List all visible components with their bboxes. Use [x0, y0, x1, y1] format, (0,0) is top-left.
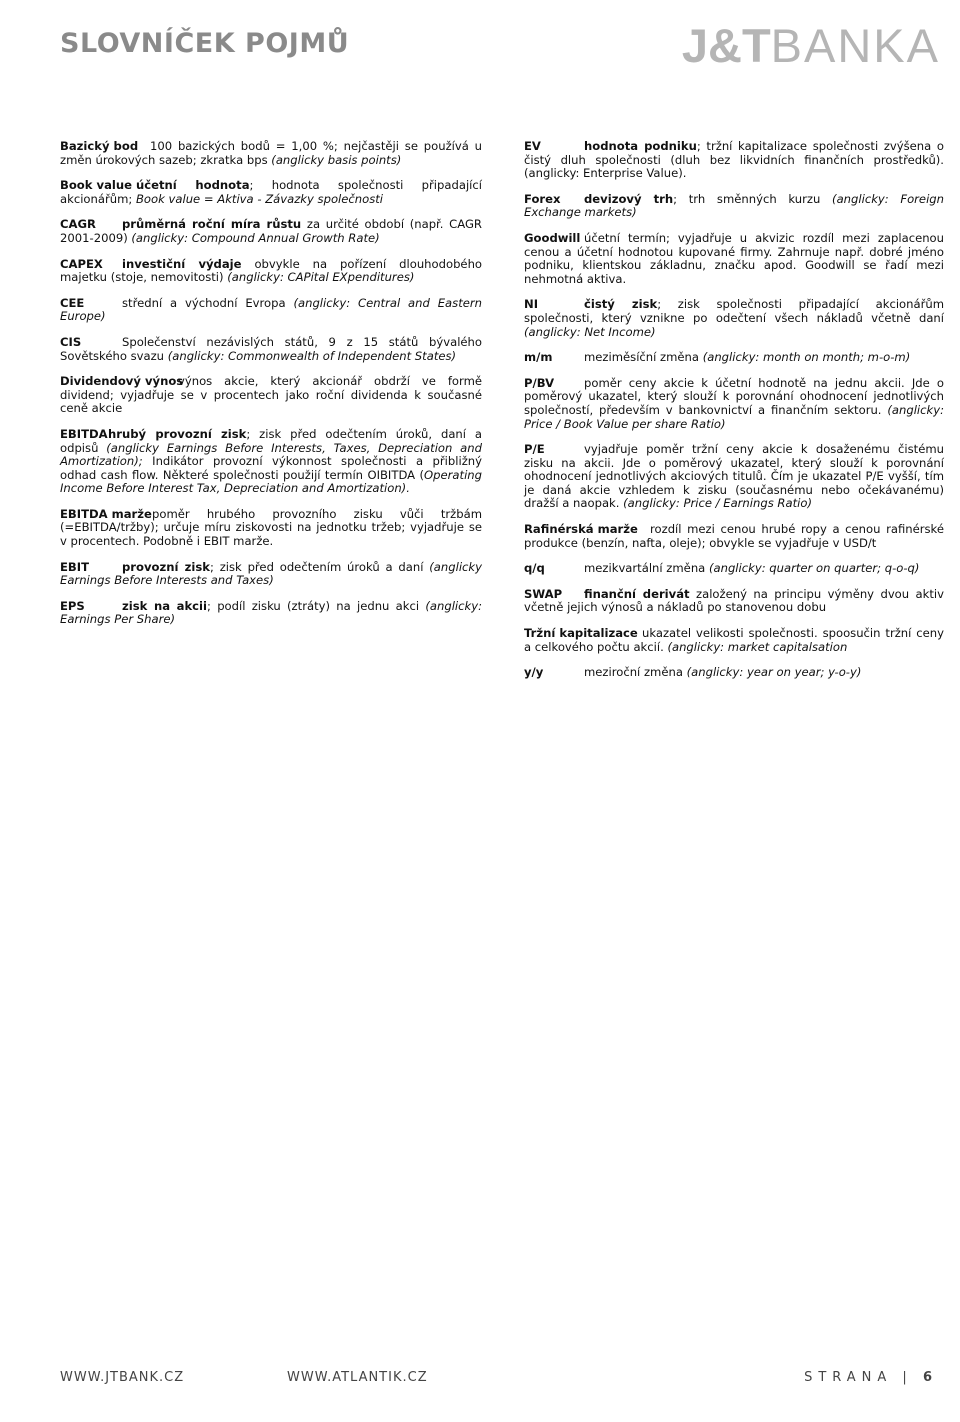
definition-text: (anglicky Earnings Before Interests and Taxes)	[60, 559, 482, 588]
definition-text: Společenství nezávislých států, 9 z 15 států bývalého Sovětského svazu	[60, 334, 482, 363]
definition-text: hodnota podniku	[584, 139, 697, 153]
glossary-entry	[524, 666, 944, 680]
glossary-term: Bazický bod	[60, 139, 139, 153]
glossary-term: Goodwill	[524, 230, 581, 245]
definition-text: ; zisk společnosti připadající akcionářům společnosti, který vznikne po odečtení všech nákladů včetně daní	[524, 297, 944, 325]
glossary-term: EV	[524, 139, 541, 153]
glossary-term: CAGR	[60, 217, 96, 232]
glossary-entry	[60, 336, 482, 363]
definition-text: účetní termín; vyjadřuje u akvizic rozdíl mezi zaplacenou cenou a účetní hodnotou kupované firmy. Zahrnuje např. dobré jméno podniku, klientskou základnu, značku apod. Goodwill se řadí mezi nehmotná aktiva.	[524, 230, 944, 286]
glossary-entry	[60, 218, 482, 245]
definition-text: poměr ceny akcie k účetní hodnotě na jednu akcii. Jde o poměrový ukazatel, který slouží k porovnání ohodnocení jednotlivých společností, především v bankovnictví a finančním sektoru.	[524, 375, 944, 417]
glossary-entry	[60, 258, 482, 285]
definition-text: (anglicky: Central and Eastern Europe)	[60, 295, 482, 324]
glossary-term: CIS	[60, 334, 82, 349]
definition-text: (anglicky: CAPital EXpenditures)	[227, 270, 415, 285]
definition-text: 100 bazických bodů = 1,00 %; nejčastěji se používá u změn úrokových sazeb; zkratka bps	[60, 139, 482, 167]
glossary-definition	[60, 258, 482, 285]
definition-text: ; zisk před odečtením úroků, daní a odpisů	[60, 426, 482, 455]
definition-text: (anglicky: quarter on quarter; q-o-q)	[708, 561, 920, 576]
definition-text: ; zisk před odečtením úroků a daní	[209, 559, 430, 574]
glossary-term: q/q	[524, 561, 545, 576]
definition-text: (anglicky: month on month; m-o-m)	[702, 350, 911, 365]
definition-text: (anglicky: Net Income)	[524, 324, 656, 339]
glossary-term: CEE	[60, 295, 85, 310]
glossary-entry	[60, 600, 482, 627]
glossary-term: Rafinérská marže	[524, 522, 638, 537]
glossary-entry	[524, 193, 944, 220]
definition-text: čistý zisk	[584, 297, 658, 312]
glossary-entry	[60, 561, 482, 588]
glossary-entry	[524, 232, 944, 286]
definition-text: (anglicky Earnings Before Interests, Taxes, Depreciation and Amortization);	[60, 440, 482, 469]
glossary-term: Tržní kapitalizace	[524, 626, 638, 641]
definition-text: rozdíl mezi cenou hrubé ropy a cenou rafinérské produkce (benzín, nafta, oleje); obvykle se vyjadřuje v USD/t	[524, 522, 944, 550]
glossary-term: P/E	[524, 442, 545, 457]
glossary-entry	[60, 179, 482, 206]
definition-text: (anglicky basis points)	[271, 152, 402, 167]
glossary-term: CAPEX	[60, 256, 103, 271]
definition-text: ; hodnota společnosti připadající akcionářům;	[60, 178, 482, 206]
glossary-definition	[524, 298, 944, 339]
glossary-definition	[60, 600, 482, 627]
definition-text: (anglicky: year on year; y-o-y)	[686, 665, 862, 680]
glossary-entry	[524, 562, 944, 576]
glossary-entry	[60, 297, 482, 324]
definition-text: Operating Income Before Interest Tax, Depreciation and Amortization).	[60, 467, 482, 496]
definition-text: hrubý provozní zisk	[108, 426, 247, 441]
footer-link-atlantik[interactable]: WWW.ATLANTIK.CZ	[287, 1370, 428, 1385]
definition-text: provozní zisk	[122, 559, 210, 574]
definition-text: obvykle na pořízení dlouhodobého majetku (stoje, nemovitosti)	[60, 256, 483, 285]
footer-link-jtbank[interactable]: WWW.JTBANK.CZ	[60, 1370, 185, 1385]
definition-text: (anglicky: Compound Annual Growth Rate)	[131, 230, 380, 245]
glossary-term: Dividendový výnos	[60, 374, 184, 389]
glossary-definition	[524, 351, 944, 365]
glossary-term: Book value	[60, 178, 132, 193]
definition-text: poměr hrubého provozního zisku vůči tržbám (=EBITDA/tržby); určuje míru ziskovosti na jednotku tržeb; vyjadřuje se v procentech. Podobně i EBIT marže.	[60, 506, 482, 549]
definition-text: střední a východní Evropa	[122, 295, 294, 310]
definition-text: průměrná roční míra růstu	[122, 217, 302, 232]
glossary-definition	[524, 562, 944, 576]
glossary-term: EBIT	[60, 559, 89, 574]
glossary-term: P/BV	[524, 375, 555, 390]
definition-text: (anglicky: Price / Book Value per share Ratio)	[524, 402, 944, 431]
glossary-term: EBITDA	[60, 426, 108, 441]
glossary-term: NI	[524, 297, 539, 312]
logo-banka: BANKA	[770, 19, 940, 72]
glossary-definition	[524, 588, 944, 615]
definition-text: výnos akcie, který akcionář obdrží ve formě dividend; vyjadřuje se v procentech jako roční dividenda k současné ceně akcie	[60, 374, 482, 416]
glossary-entry	[524, 627, 944, 654]
glossary-definition	[60, 561, 482, 588]
definition-text: (anglicky: Earnings Per Share)	[60, 598, 482, 627]
definition-text: zisk na akcii	[122, 598, 208, 613]
definition-text: ; trh směnných kurzu	[673, 191, 833, 206]
page-number: 6	[922, 1370, 932, 1385]
definition-text: ; podíl zisku (ztráty) na jednu akci	[207, 598, 426, 613]
glossary-term: EPS	[60, 598, 85, 613]
glossary-term: Forex	[524, 191, 561, 206]
definition-text: (anglicky: market capitalsation	[667, 639, 848, 654]
definition-text: (anglicky: Price / Earnings Ratio)	[623, 496, 812, 511]
page-title: SLOVNÍČEK POJMŮ	[60, 28, 350, 59]
glossary-definition	[60, 297, 482, 324]
glossary-term: SWAP	[524, 586, 563, 601]
definition-text: meziměsíční změna	[584, 350, 703, 365]
glossary-entry	[524, 588, 944, 615]
glossary-definition	[524, 666, 944, 680]
glossary-definition	[524, 443, 944, 511]
definition-text: ; tržní kapitalizace společnosti zvýšena o čistý dluh společnosti (dluh bez likvidních finančních prostředků). (anglicky: Enterprise Value).	[524, 139, 944, 181]
definition-text: meziroční změna	[584, 665, 687, 680]
definition-text: (anglicky: Commonwealth of Independent States)	[167, 348, 457, 363]
glossary-entry	[524, 351, 944, 365]
footer-page-number	[804, 1370, 932, 1385]
glossary-definition	[60, 218, 482, 245]
glossary-left-column	[60, 140, 482, 639]
definition-text: vyjadřuje poměr tržní ceny akcie k dosaženému čistému zisku na akcii. Jde o poměrový ukazatel, který slouží k porovnání ohodnocení jednotlivých akciových titulů. Čím je ukazatel P/E vyšší, tím je daná akcie vzhledem k zisku (současnému nebo očekávanému) dražší a naopak.	[524, 442, 944, 511]
glossary-definition	[524, 377, 944, 431]
definition-text: (anglicky: Foreign Exchange markets)	[524, 191, 944, 220]
glossary-definition	[60, 428, 482, 496]
page-separator: |	[902, 1370, 913, 1385]
jt-banka-logo	[682, 18, 940, 73]
glossary-entry	[524, 377, 944, 431]
glossary-entry	[60, 375, 482, 416]
glossary-entry	[60, 428, 482, 496]
glossary-term: y/y	[524, 665, 544, 680]
definition-text: založený na principu výměny dvou aktiv včetně jejich výnosů a nákladů po stanovenou dobu	[524, 586, 945, 615]
glossary-entry	[524, 523, 944, 550]
glossary-entry	[524, 443, 944, 511]
glossary-definition	[524, 232, 944, 286]
definition-text: Indikátor provozní výkonnost společnosti a přibližný odhad cash flow. Některé společnosti použijí termín OIBITDA (	[60, 454, 482, 482]
glossary-entry	[524, 140, 944, 181]
glossary-entry	[60, 508, 482, 549]
glossary-entry	[60, 140, 482, 167]
definition-text: devizový trh	[584, 191, 674, 206]
glossary-term: EBITDA marže	[60, 506, 152, 521]
definition-text: investiční výdaje	[122, 256, 242, 271]
definition-text: účetní hodnota	[136, 178, 250, 193]
glossary-entry	[524, 298, 944, 339]
definition-text: finanční derivát	[584, 586, 690, 601]
logo-jt: J&T	[681, 19, 771, 72]
definition-text: ukazatel velikosti společnosti. spoosučin tržní ceny a celkového počtu akcií.	[524, 626, 944, 654]
page-label: STRANA	[804, 1370, 893, 1385]
definition-text: Book value = Aktiva - Závazky společnosti	[135, 191, 384, 206]
glossary-definition	[524, 140, 944, 181]
glossary-right-column	[524, 140, 944, 692]
definition-text: mezikvartální změna	[584, 561, 709, 576]
glossary-definition	[60, 336, 482, 363]
glossary-term: m/m	[524, 350, 553, 365]
glossary-definition	[524, 193, 944, 220]
definition-text: za určité období (např. CAGR 2001-2009)	[60, 217, 482, 245]
